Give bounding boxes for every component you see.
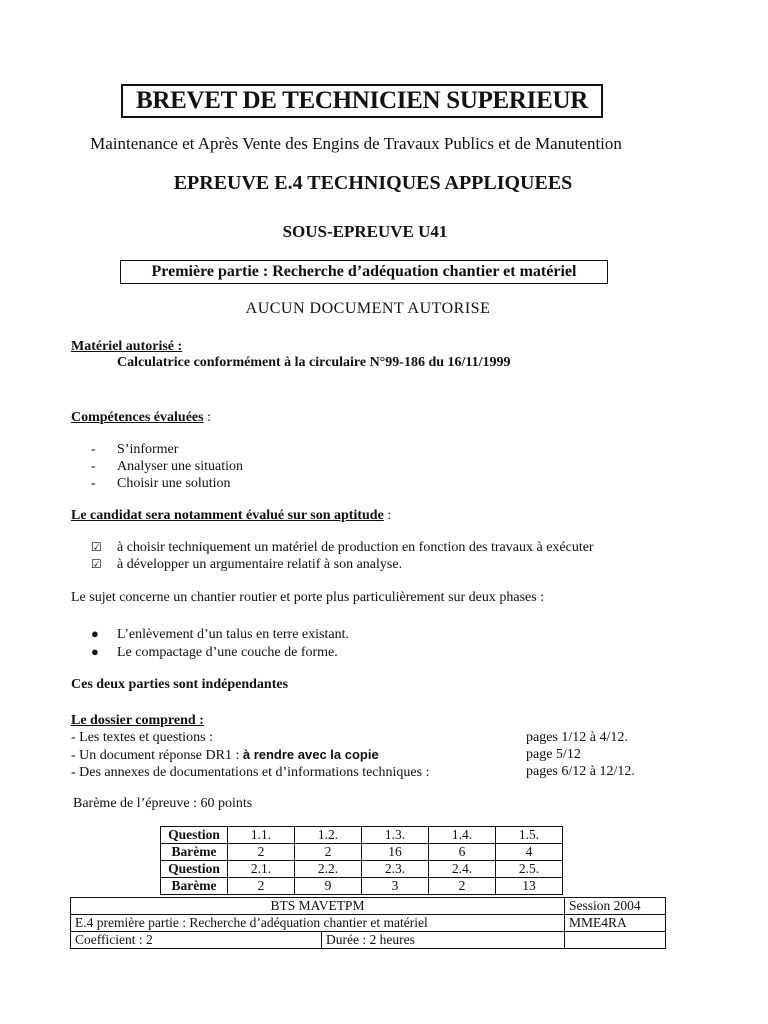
list-item: - Analyser une situation <box>91 459 243 474</box>
table-row <box>71 898 666 915</box>
footer-session: Session 2004 <box>565 898 666 915</box>
table-row <box>161 861 563 878</box>
row-label: Question <box>161 827 228 844</box>
dossier-row: - Les textes et questions : <box>71 730 213 745</box>
row-label: Question <box>161 861 228 878</box>
table-cell: 1.3. <box>362 827 429 844</box>
aptitude-colon: : <box>383 508 392 523</box>
aucun-document-notice: AUCUN DOCUMENT AUTORISE <box>245 300 491 317</box>
dossier-section <box>71 713 429 781</box>
competences-heading: Compétences évaluées <box>71 410 204 425</box>
checkbox-checked-icon: ☑ <box>91 557 102 571</box>
table-cell: 2.1. <box>228 861 295 878</box>
bareme-text: Barème de l’épreuve : 60 points <box>73 796 253 811</box>
table-row <box>71 915 666 932</box>
footer-table <box>70 897 666 949</box>
list-item: ● L’enlèvement d’un talus en terre existant. <box>91 626 349 642</box>
table-cell: 16 <box>362 844 429 861</box>
materiel-section <box>71 339 511 371</box>
dash-icon: - <box>91 476 96 491</box>
footer-code: MME4RA <box>565 915 666 932</box>
sujet-list <box>91 625 349 661</box>
footer-epreuve: E.4 première partie : Recherche d’adéquation chantier et matériel <box>71 915 565 932</box>
table-cell: 4 <box>496 844 563 861</box>
aptitude-list <box>91 539 594 573</box>
materiel-text: Calculatrice conformément à la circulaire N°99-186 du 16/11/1999 <box>117 355 511 370</box>
table-cell: 3 <box>362 878 429 895</box>
table-row <box>71 932 666 949</box>
table-cell: 2 <box>228 878 295 895</box>
table-cell: 6 <box>429 844 496 861</box>
footer-empty-cell <box>565 932 666 949</box>
table-row <box>161 878 563 895</box>
footer-duree: Durée : 2 heures <box>322 932 565 949</box>
bullet-icon: ● <box>91 644 99 659</box>
aptitude-section <box>71 508 594 573</box>
competences-colon: : <box>203 410 211 425</box>
table-cell: 2.2. <box>295 861 362 878</box>
document-title: BREVET DE TECHNICIEN SUPERIEUR <box>121 84 603 118</box>
table-cell: 1.5. <box>496 827 563 844</box>
dossier-pages-item: pages 6/12 à 12/12. <box>526 764 635 779</box>
table-row <box>161 827 563 844</box>
checkbox-checked-icon: ☑ <box>91 540 102 554</box>
dossier-pages-item: pages 1/12 à 4/12. <box>526 730 628 745</box>
row-label: Barème <box>161 878 228 895</box>
bullet-icon: ● <box>91 626 99 641</box>
table-row <box>161 844 563 861</box>
dash-icon: - <box>91 442 96 457</box>
dossier-heading: Le dossier comprend : <box>71 713 204 728</box>
table-cell: 1.4. <box>429 827 496 844</box>
bareme-table <box>160 826 563 895</box>
independantes-text: Ces deux parties sont indépendantes <box>71 677 289 692</box>
list-item: ● Le compactage d’une couche de forme. <box>91 644 338 660</box>
competences-heading-line <box>71 410 243 426</box>
dossier-pages <box>526 729 635 780</box>
aptitude-heading: Le candidat sera notamment évalué sur son aptitude <box>71 508 384 523</box>
footer-coefficient: Coefficient : 2 <box>71 932 322 949</box>
dossier-row: - Des annexes de documentations et d’informations techniques : <box>71 765 430 780</box>
list-item: ☑ à choisir techniquement un matériel de production en fonction des travaux à exécuter <box>91 540 594 555</box>
table-cell: 2 <box>228 844 295 861</box>
sujet-text: Le sujet concerne un chantier routier et porte plus particulièrement sur deux phases : <box>71 590 545 605</box>
list-item: ☑ à développer un argumentaire relatif à son analyse. <box>91 557 403 572</box>
aptitude-heading-line <box>71 508 594 524</box>
row-label: Barème <box>161 844 228 861</box>
epreuve-heading: EPREUVE E.4 TECHNIQUES APPLIQUEES <box>173 172 573 194</box>
table-cell: 1.1. <box>228 827 295 844</box>
table-cell: 2 <box>429 878 496 895</box>
list-item: - S’informer <box>91 442 179 457</box>
competences-section <box>71 410 243 492</box>
partie-heading: Première partie : Recherche d’adéquation chantier et matériel <box>120 260 608 284</box>
dossier-pages-item: page 5/12 <box>526 747 581 762</box>
table-cell: 2.4. <box>429 861 496 878</box>
dash-icon: - <box>91 459 96 474</box>
table-cell: 1.2. <box>295 827 362 844</box>
materiel-heading: Matériel autorisé : <box>71 339 183 354</box>
sous-epreuve-heading: SOUS-EPREUVE U41 <box>282 222 448 241</box>
table-cell: 2.5. <box>496 861 563 878</box>
dossier-row: - Un document réponse DR1 : à rendre avec la copie <box>71 747 379 763</box>
competences-list <box>91 441 243 492</box>
footer-bts: BTS MAVETPM <box>71 898 565 915</box>
document-subtitle: Maintenance et Après Vente des Engins de Travaux Publics et de Manutention <box>90 134 622 153</box>
list-item: - Choisir une solution <box>91 476 231 491</box>
table-cell: 9 <box>295 878 362 895</box>
table-cell: 2 <box>295 844 362 861</box>
table-cell: 13 <box>496 878 563 895</box>
table-cell: 2.3. <box>362 861 429 878</box>
